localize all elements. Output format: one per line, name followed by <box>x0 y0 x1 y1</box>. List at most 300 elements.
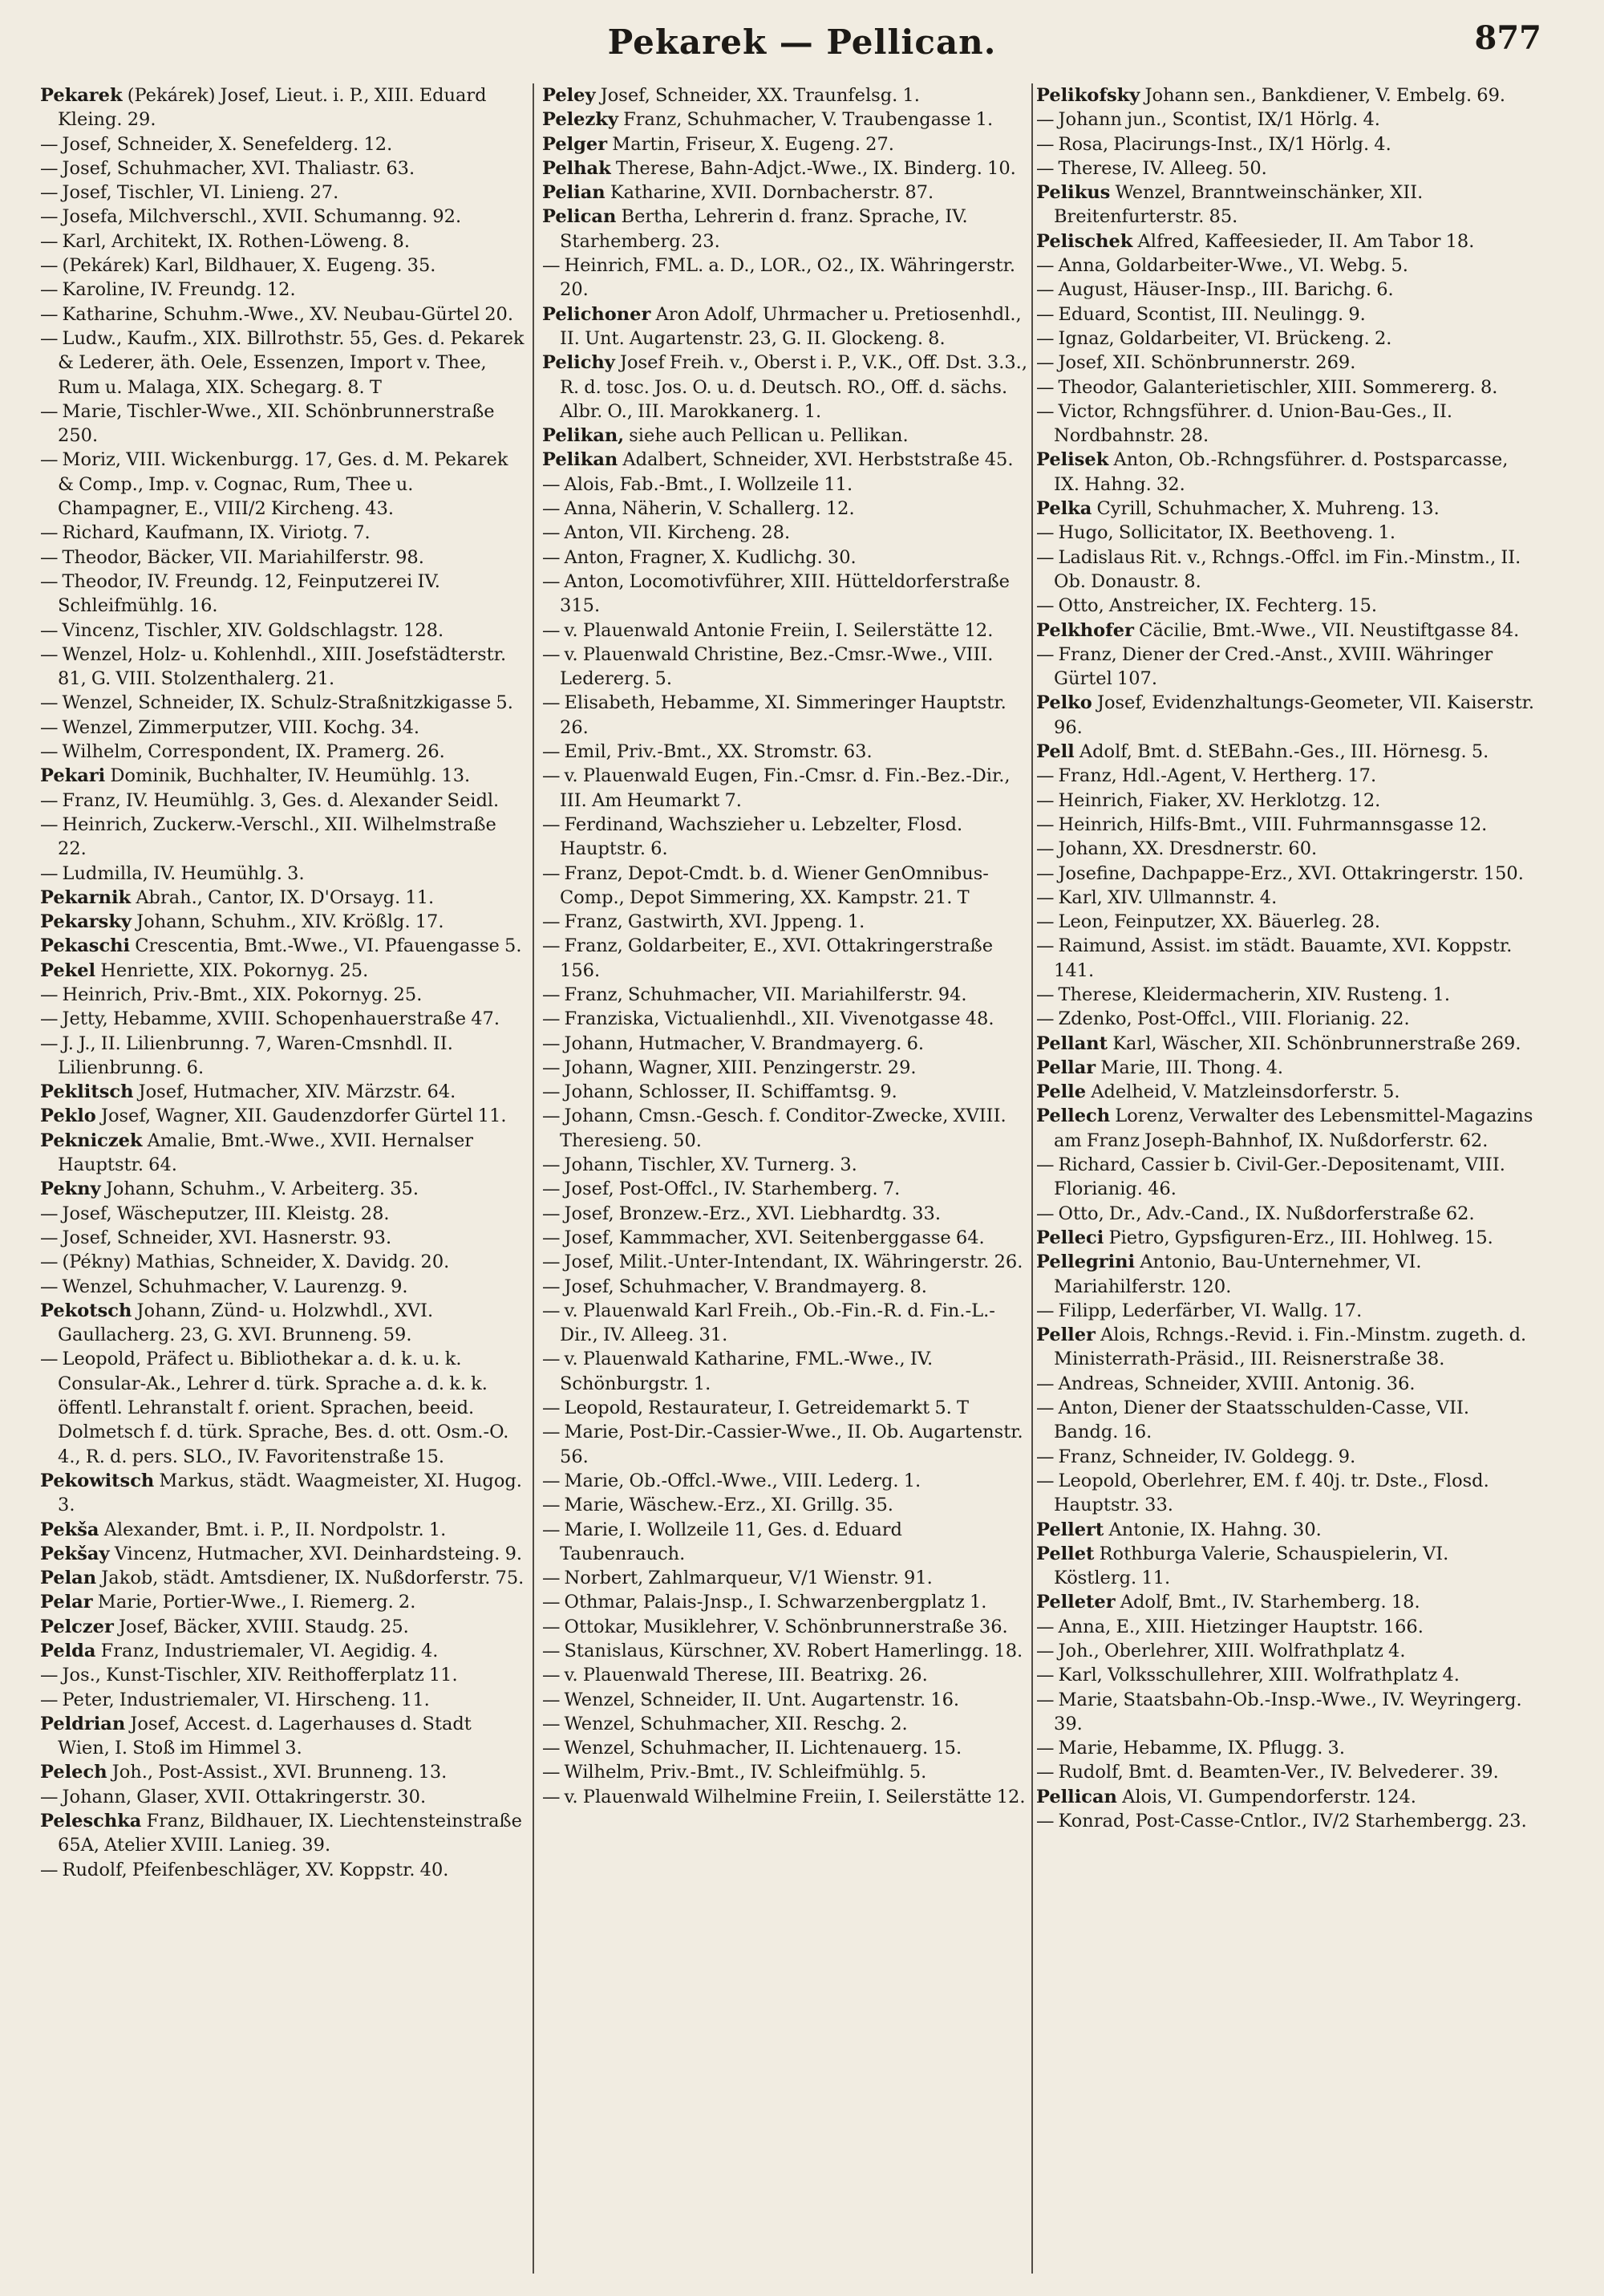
directory-entry <box>1036 132 1535 156</box>
repeat-dash: — <box>542 1762 561 1783</box>
entry-surname: Pelichoner <box>542 303 651 325</box>
repeat-dash: — <box>40 716 59 738</box>
entry-surname: Pelhak <box>542 157 611 179</box>
directory-entry <box>40 1663 526 1687</box>
repeat-dash: — <box>542 813 561 835</box>
directory-entry <box>1036 400 1535 448</box>
entry-text: Adalbert, Schneider, XVI. Herbststraße 45. <box>622 449 1014 471</box>
entry-text: Johann, Schlosser, II. Schiffamtsg. 9. <box>564 1081 897 1103</box>
entry-text: Marie, Post-Dir.-Cassier-Wwe., II. Ob. Augartenstr. 56. <box>560 1422 1023 1467</box>
entry-text: Therese, Bahn-Adjct.-Wwe., IX. Binderg. 10. <box>615 157 1016 179</box>
repeat-dash: — <box>40 1032 59 1054</box>
entry-text: Alois, Fab.-Bmt., I. Wollzeile 11. <box>564 473 853 495</box>
entry-surname: Pekniczek <box>40 1130 143 1151</box>
entry-text: siehe auch Pellican u. Pellikan. <box>629 425 909 447</box>
directory-entry <box>40 546 526 570</box>
entry-surname: Pelle <box>1036 1081 1087 1103</box>
directory-entry <box>1036 1760 1535 1784</box>
entry-text: Alois, Rchngs.-Revid. i. Fin.-Minstm. zugeth. d. Ministerrath-Präsid., III. Reisnerstraße 38. <box>1054 1324 1527 1370</box>
directory-entry <box>40 181 526 205</box>
entry-surname: Pekny <box>40 1178 101 1200</box>
entry-text: Aron Adolf, Uhrmacher u. Pretiosenhdl., II. Unt. Augartenstr. 23, G. II. Glockeng. 8. <box>560 303 1022 349</box>
directory-entry <box>40 1177 526 1201</box>
entry-surname: Pelan <box>40 1568 97 1589</box>
entry-surname: Pekel <box>40 959 96 981</box>
entry-text: Zdenko, Post-Offcl., VIII. Florianig. 22. <box>1058 1008 1410 1030</box>
entry-text: Johann, Schuhm., XIV. Krößlg. 17. <box>136 911 444 933</box>
repeat-dash: — <box>40 1227 59 1248</box>
directory-entry <box>542 448 1028 472</box>
entry-text: Wenzel, Schneider, II. Unt. Augartenstr. 16. <box>564 1689 960 1710</box>
directory-entry <box>40 789 526 813</box>
directory-entry <box>542 1469 1028 1493</box>
entry-text: Heinrich, Priv.-Bmt., XIX. Pokornyg. 25. <box>62 984 423 1005</box>
directory-entry <box>1036 691 1535 740</box>
directory-entry <box>40 1299 526 1348</box>
entry-surname: Pekarek <box>40 85 123 106</box>
entry-text: Anton, Diener der Staatsschulden-Casse, VII. Bandg. 16. <box>1054 1397 1470 1443</box>
entry-text: Victor, Rchngsführer. d. Union-Bau-Ges., II. Nordbahnstr. 28. <box>1054 400 1453 447</box>
entry-text: Johann, Tischler, XV. Turnerg. 3. <box>564 1154 857 1176</box>
entry-surname: Pekotsch <box>40 1300 132 1321</box>
repeat-dash: — <box>1036 1689 1055 1710</box>
entry-surname: Pelikan <box>542 449 618 471</box>
entry-text: Franz, Depot-Cmdt. b. d. Wiener GenOmnibus-Comp., Depot Simmering, XX. Kampstr. 21. T <box>560 862 989 908</box>
repeat-dash: — <box>1036 1762 1055 1783</box>
directory-entry <box>542 181 1028 205</box>
entry-text: Antonio, Bau-Unternehmer, VI. Mariahilferstr. 120. <box>1054 1251 1422 1297</box>
entry-text: Josef, Bäcker, XVIII. Staudg. 25. <box>118 1616 409 1637</box>
entry-text: Franz, Industriemaler, VI. Aegidig. 4. <box>100 1641 439 1661</box>
entry-surname: Peklo <box>40 1105 96 1127</box>
entry-text: Wenzel, Zimmerputzer, VIII. Kochg. 34. <box>62 716 420 738</box>
page-header <box>0 11 1604 67</box>
directory-entry <box>1036 1104 1535 1153</box>
directory-entry <box>40 862 526 886</box>
entry-text: Josef, Schneider, X. Senefelderg. 12. <box>62 133 393 155</box>
entry-text: Leopold, Restaurateur, I. Getreidemarkt 5. T <box>564 1397 969 1419</box>
directory-entry <box>542 132 1028 156</box>
directory-entry <box>542 1396 1028 1420</box>
repeat-dash: — <box>40 1008 59 1030</box>
entry-text: Stanislaus, Kürschner, XV. Robert Hamerlingg. 18. <box>564 1641 1023 1661</box>
directory-entry <box>40 156 526 181</box>
repeat-dash: — <box>1036 157 1055 179</box>
directory-entry <box>542 1153 1028 1177</box>
repeat-dash: — <box>1036 1665 1055 1686</box>
directory-entry <box>1036 302 1535 327</box>
entry-text: Marie, III. Thong. 4. <box>1100 1057 1284 1078</box>
entry-text: Othmar, Palais-Jnsp., I. Schwarzenbergplatz 1. <box>564 1592 987 1613</box>
entry-text: v. Plauenwald Therese, III. Beatrixg. 26. <box>564 1665 928 1686</box>
directory-entry <box>1036 594 1535 618</box>
entry-text: (Pékny) Mathias, Schneider, X. Davidg. 20. <box>62 1251 450 1273</box>
directory-entry <box>40 983 526 1007</box>
directory-entry <box>542 1785 1028 1809</box>
directory-entry <box>542 1299 1028 1348</box>
entry-text: Andreas, Schneider, XVIII. Antonig. 36. <box>1058 1373 1416 1394</box>
repeat-dash: — <box>542 546 561 568</box>
directory-entry <box>1036 1542 1535 1591</box>
repeat-dash: — <box>542 1616 561 1637</box>
directory-entry <box>542 1590 1028 1614</box>
directory-entry <box>40 205 526 229</box>
directory-entry <box>1036 1372 1535 1396</box>
directory-entry <box>542 1518 1028 1567</box>
entry-text: Raimund, Assist. im städt. Bauamte, XVI. Koppstr. 141. <box>1054 935 1513 981</box>
repeat-dash: — <box>1036 546 1055 568</box>
repeat-dash: — <box>40 1859 59 1880</box>
directory-entry <box>40 1858 526 1882</box>
directory-entry <box>40 1590 526 1614</box>
repeat-dash: — <box>40 449 59 471</box>
entry-text: Amalie, Bmt.-Wwe., XVII. Hernalser Hauptstr. 64. <box>58 1130 474 1176</box>
directory-entry <box>40 278 526 302</box>
entry-text: Johann, Zünd- u. Holzwhdl., XVI. Gaullacherg. 23, G. XVI. Brunneng. 59. <box>58 1300 434 1346</box>
entry-text: Bertha, Lehrerin d. franz. Sprache, IV. Starhemberg. 23. <box>560 206 968 252</box>
entry-text: Adolf, Bmt. d. StEBahn.-Ges., III. Hörnesg. 5. <box>1079 741 1489 763</box>
entry-surname: Pell <box>1036 741 1075 763</box>
directory-entry <box>40 1639 526 1663</box>
entry-text: Emil, Priv.-Bmt., XX. Stromstr. 63. <box>564 741 873 763</box>
repeat-dash: — <box>542 1349 561 1370</box>
repeat-dash: — <box>1036 1154 1055 1176</box>
directory-entry <box>1036 1080 1535 1104</box>
repeat-dash: — <box>542 1470 561 1491</box>
entry-surname: Pekšay <box>40 1543 110 1564</box>
repeat-dash: — <box>1036 400 1055 422</box>
repeat-dash: — <box>40 157 59 179</box>
entry-text: Joh., Post-Assist., XVI. Brunneng. 13. <box>111 1762 448 1783</box>
entry-text: Karl, Volksschullehrer, XIII. Wolfrathplatz 4. <box>1058 1665 1460 1686</box>
entry-text: Jetty, Hebamme, XVIII. Schopenhauerstraße 47. <box>62 1008 500 1030</box>
directory-entry <box>40 886 526 910</box>
directory-entry <box>40 1542 526 1566</box>
directory-entry <box>542 1056 1028 1080</box>
entry-surname: Pelian <box>542 182 606 204</box>
directory-entry <box>40 813 526 862</box>
repeat-dash: — <box>542 1592 561 1613</box>
entry-surname: Peleschka <box>40 1811 142 1832</box>
entry-text: August, Häuser-Insp., III. Barichg. 6. <box>1058 279 1394 301</box>
entry-surname: Pelech <box>40 1762 107 1783</box>
entry-text: Jos., Kunst-Tischler, XIV. Reithofferplatz 11. <box>62 1665 458 1686</box>
directory-entry <box>40 1129 526 1178</box>
entry-surname: Pellegrini <box>1036 1251 1136 1273</box>
entry-text: Wenzel, Holz- u. Kohlenhdl., XIII. Josefstädterstr. 81, G. VIII. Stolzenthalerg. 21. <box>58 643 507 690</box>
repeat-dash: — <box>542 1738 561 1759</box>
directory-entry <box>542 1712 1028 1736</box>
repeat-dash: — <box>40 789 59 811</box>
entry-text: Rudolf, Bmt. d. Beamten-Ver., IV. Belvederег. 39. <box>1058 1762 1499 1783</box>
entry-text: Theodor, Galanterietischler, XIII. Sommererg. 8. <box>1058 376 1498 398</box>
entry-text: Vincenz, Tischler, XIV. Goldschlagstr. 128. <box>62 619 444 641</box>
repeat-dash: — <box>40 1786 59 1807</box>
directory-entry <box>542 1760 1028 1784</box>
entry-text: J. J., II. Lilienbrunng. 7, Waren-Cmsnhdl. II. Lilienbrunng. 6. <box>58 1032 453 1078</box>
entry-text: Otto, Anstreicher, IX. Fechterg. 15. <box>1058 595 1378 617</box>
directory-entry <box>40 570 526 619</box>
entry-text: Leopold, Präfect u. Bibliothekar a. d. k. u. k. Consular-Ak., Lehrer d. türk. Sprache a. d. k. k. öffentl. Lehranstalt f. orient. Sprachen, beeid. Dolmetsch f. d. türk. Sprache, Bes. d. ott. Osm.-O. 4., R. d. pers. SLO., IV. Favoritenstraße 15. <box>58 1349 509 1467</box>
directory-entry <box>1036 1007 1535 1031</box>
entry-text: Josef, Kammmacher, XVI. Seitenberggasse 64. <box>564 1227 985 1248</box>
repeat-dash: — <box>542 741 561 763</box>
directory-entry <box>1036 1299 1535 1323</box>
repeat-dash: — <box>40 1665 59 1686</box>
entry-text: Josef, XII. Schönbrunnerstr. 269. <box>1058 352 1356 374</box>
entry-text: Alfred, Kaffeesieder, II. Am Tabor 18. <box>1137 230 1475 252</box>
entry-text: Dominik, Buchhalter, IV. Heumühlg. 13. <box>110 765 471 787</box>
repeat-dash: — <box>542 1568 561 1589</box>
directory-entry <box>1036 1663 1535 1687</box>
entry-text: Elisabeth, Hebamme, XI. Simmeringer Hauptstr. 26. <box>560 692 1007 738</box>
entry-text: Karl, Wäscher, XII. Schönbrunnerstraße 269. <box>1112 1032 1521 1054</box>
repeat-dash: — <box>1036 352 1055 374</box>
entry-text: Heinrich, Fiaker, XV. Herklotzg. 12. <box>1058 789 1381 811</box>
repeat-dash: — <box>1036 789 1055 811</box>
entry-text: Franz, Schuhmacher, V. Traubengasse 1. <box>623 109 994 131</box>
entry-text: Jakob, städt. Amtsdiener, IX. Nußdorferstr. 75. <box>101 1568 525 1589</box>
directory-entry <box>1036 1639 1535 1663</box>
directory-entry <box>542 1104 1028 1153</box>
entry-text: Anna, E., XIII. Hietzinger Hauptstr. 166. <box>1058 1616 1424 1637</box>
repeat-dash: — <box>40 741 59 763</box>
repeat-dash: — <box>1036 862 1055 884</box>
entry-text: Franz, Diener der Cred.-Anst., XVIII. Währinger Gürtel 107. <box>1054 643 1493 690</box>
directory-entry <box>1036 1615 1535 1639</box>
entry-text: Josef, Accest. d. Lagerhauses d. Stadt Wien, I. Stoß im Himmel 3. <box>58 1713 472 1759</box>
directory-entry <box>40 1032 526 1081</box>
directory-entry <box>1036 1032 1535 1056</box>
entry-text: Cyrill, Schuhmacher, X. Muhreng. 13. <box>1096 498 1440 520</box>
repeat-dash: — <box>40 1276 59 1297</box>
column-divider <box>1031 83 1033 2274</box>
entry-text: Moriz, VIII. Wickenburgg. 17, Ges. d. M. Pekarek & Comp., Imp. v. Cognac, Rum, Thee u. Champagner, E., VIII/2 Kircheng. 43. <box>58 449 508 520</box>
repeat-dash: — <box>40 1203 59 1224</box>
directory-entry <box>40 448 526 521</box>
entry-text: Marie, Tischler-Wwe., XII. Schönbrunnerstraße 250. <box>58 400 495 447</box>
directory-entry <box>542 1347 1028 1396</box>
repeat-dash: — <box>542 1689 561 1710</box>
entry-text: Ludw., Kaufm., XIX. Billrothstr. 55, Ges. d. Pekarek & Lederer, äth. Oele, Essenzen, Import v. Thee, Rum u. Malaga, XIX. Schegarg. 8. T <box>58 327 525 398</box>
repeat-dash: — <box>1036 303 1055 325</box>
directory-entry <box>40 83 526 132</box>
repeat-dash: — <box>1036 1397 1055 1419</box>
entry-text: Adelheid, V. Matzleinsdorferstr. 5. <box>1091 1081 1400 1103</box>
repeat-dash: — <box>542 1057 561 1078</box>
entry-surname: Pekša <box>40 1519 99 1540</box>
repeat-dash: — <box>542 522 561 544</box>
repeat-dash: — <box>542 1105 561 1127</box>
directory-entry <box>1036 1226 1535 1250</box>
entry-surname: Pekaschi <box>40 935 131 957</box>
column-divider <box>533 83 534 2274</box>
repeat-dash: — <box>542 1227 561 1248</box>
directory-entry <box>40 1469 526 1518</box>
directory-entry <box>542 764 1028 813</box>
directory-entry <box>1036 1590 1535 1614</box>
entry-text: Franz, Schuhmacher, VII. Mariahilferstr. 94. <box>564 984 967 1005</box>
directory-entry <box>1036 1688 1535 1737</box>
repeat-dash: — <box>40 862 59 884</box>
entry-text: Theodor, Bäcker, VII. Mariahilferstr. 98. <box>62 546 424 568</box>
entry-text: Martin, Friseur, X. Eugeng. 27. <box>612 133 894 155</box>
directory-entry <box>542 424 1028 448</box>
repeat-dash: — <box>40 692 59 714</box>
repeat-dash: — <box>40 182 59 204</box>
repeat-dash: — <box>542 1251 561 1273</box>
directory-entry <box>1036 521 1535 545</box>
directory-entry <box>40 254 526 278</box>
repeat-dash: — <box>40 327 59 349</box>
entry-text: Josefa, Milchverschl., XVII. Schumanng. 92. <box>62 206 462 228</box>
page-number: 877 <box>1474 19 1541 57</box>
repeat-dash: — <box>542 1519 561 1540</box>
directory-entry <box>542 497 1028 521</box>
directory-entry <box>1036 934 1535 983</box>
repeat-dash: — <box>1036 643 1055 665</box>
entry-text: Josef, Milit.-Unter-Intendant, IX. Währingerstr. 26. <box>564 1251 1023 1273</box>
entry-text: Johann jun., Scontist, IX/1 Hörlg. 4. <box>1058 109 1380 131</box>
directory-entry <box>542 156 1028 181</box>
entry-text: Otto, Dr., Adv.-Cand., IX. Nußdorferstraße 62. <box>1058 1203 1475 1224</box>
repeat-dash: — <box>1036 522 1055 544</box>
entry-text: Franz, Gastwirth, XVI. Jppeng. 1. <box>564 911 865 933</box>
entry-text: Marie, Portier-Wwe., I. Riemerg. 2. <box>97 1592 416 1613</box>
directory-entry <box>1036 156 1535 181</box>
directory-entry <box>542 1639 1028 1663</box>
directory-entry <box>542 1736 1028 1760</box>
repeat-dash: — <box>40 546 59 568</box>
entry-text: v. Plauenwald Karl Freih., Ob.-Fin.-R. d. Fin.-L.-Dir., IV. Alleeg. 31. <box>560 1300 995 1346</box>
entry-surname: Pelischek <box>1036 230 1133 252</box>
entry-text: Katharine, XVII. Dornbacherstr. 87. <box>610 182 934 204</box>
entry-text: Antonie, IX. Hahng. 30. <box>1108 1519 1322 1540</box>
entry-text: Franz, Bildhauer, IX. Liechtensteinstraße 65A, Atelier XVIII. Lanieg. 39. <box>58 1811 522 1856</box>
repeat-dash: — <box>542 911 561 933</box>
page-title: Pekarek — Pellican. <box>607 22 997 62</box>
entry-text: Franz, Hdl.-Agent, V. Hertherg. 17. <box>1058 765 1377 787</box>
entry-surname: Pelichy <box>542 352 615 374</box>
repeat-dash: — <box>542 473 561 495</box>
entry-text: Konrad, Post-Casse-Cntlor., IV/2 Starhembergg. 23. <box>1058 1811 1527 1832</box>
directory-entry <box>1036 254 1535 278</box>
repeat-dash: — <box>542 1786 561 1807</box>
repeat-dash: — <box>1036 133 1055 155</box>
entry-text: Franz, Goldarbeiter, E., XVI. Ottakringerstraße 156. <box>560 935 994 981</box>
entry-text: Johann, Schuhm., V. Arbeiterg. 35. <box>105 1178 419 1200</box>
directory-entry <box>542 1226 1028 1250</box>
directory-entry <box>40 1615 526 1639</box>
directory-entry <box>1036 1518 1535 1542</box>
directory-entry <box>40 1104 526 1128</box>
directory-entry <box>542 1007 1028 1031</box>
directory-entry <box>1036 910 1535 934</box>
directory-entry <box>1036 1202 1535 1226</box>
entry-text: Ladislaus Rit. v., Rchngs.-Offcl. im Fin.-Minstm., II. Ob. Donaustr. 8. <box>1054 546 1521 592</box>
entry-text: Karl, XIV. Ullmannstr. 4. <box>1058 886 1278 908</box>
directory-entry <box>1036 1056 1535 1080</box>
entry-text: v. Plauenwald Christine, Bez.-Cmsr.-Wwe., VIII. Ledererg. 5. <box>560 643 994 690</box>
directory-entry <box>542 570 1028 619</box>
repeat-dash: — <box>542 984 561 1005</box>
directory-entry <box>40 327 526 400</box>
directory-entry <box>542 1177 1028 1201</box>
directory-entry <box>542 1615 1028 1639</box>
repeat-dash: — <box>542 1008 561 1030</box>
directory-entry <box>1036 83 1535 107</box>
entry-text: Josef, Post-Offcl., IV. Starhemberg. 7. <box>564 1178 901 1200</box>
directory-entry <box>542 740 1028 764</box>
column-2 <box>542 83 1028 2282</box>
directory-entry <box>1036 375 1535 400</box>
directory-entry <box>1036 1153 1535 1202</box>
repeat-dash: — <box>40 1689 59 1710</box>
entry-text: Anna, Goldarbeiter-Wwe., VI. Webg. 5. <box>1058 255 1408 277</box>
directory-entry <box>1036 1809 1535 1833</box>
entry-text: Pietro, Gypsfiguren-Erz., III. Hohlweg. 15. <box>1108 1227 1493 1248</box>
entry-text: Therese, IV. Alleeg. 50. <box>1058 157 1267 179</box>
repeat-dash: — <box>542 1397 561 1419</box>
directory-entry <box>1036 546 1535 594</box>
entry-surname: Peley <box>542 85 596 106</box>
repeat-dash: — <box>1036 1203 1055 1224</box>
directory-entry <box>1036 619 1535 643</box>
directory-entry <box>542 1688 1028 1712</box>
entry-text: v. Plauenwald Antonie Freiin, I. Seilerstätte 12. <box>564 619 994 641</box>
directory-entry <box>40 1518 526 1542</box>
directory-entry <box>40 1275 526 1299</box>
repeat-dash: — <box>40 984 59 1005</box>
directory-entry <box>40 1785 526 1809</box>
directory-entry <box>40 1760 526 1784</box>
repeat-dash: — <box>1036 838 1055 860</box>
repeat-dash: — <box>40 206 59 228</box>
entry-text: Therese, Kleidermacherin, XIV. Rusteng. 1. <box>1058 984 1450 1005</box>
directory-entry <box>1036 862 1535 886</box>
entry-text: Marie, Ob.-Offcl.-Wwe., VIII. Lederg. 1. <box>564 1470 921 1491</box>
entry-text: Wilhelm, Priv.-Bmt., IV. Schleifmühlg. 5. <box>564 1762 927 1783</box>
repeat-dash: — <box>542 692 561 714</box>
directory-entry <box>40 302 526 327</box>
entry-surname: Pekarnik <box>40 886 132 908</box>
directory-entry <box>40 1688 526 1712</box>
entry-text: Marie, Wäschew.-Erz., XI. Grillg. 35. <box>564 1495 893 1516</box>
repeat-dash: — <box>542 862 561 884</box>
directory-entry <box>40 1712 526 1761</box>
directory-entry <box>542 1566 1028 1590</box>
directory-entry <box>40 1080 526 1104</box>
directory-entry <box>542 691 1028 740</box>
repeat-dash: — <box>1036 1470 1055 1491</box>
directory-entry <box>1036 327 1535 351</box>
repeat-dash: — <box>1036 109 1055 131</box>
directory-entry <box>542 83 1028 107</box>
entry-text: Anton, VII. Kircheng. 28. <box>564 522 791 544</box>
entry-text: Johann, Cmsn.-Gesch. f. Conditor-Zwecke, XVIII. Theresieng. 50. <box>560 1105 1007 1151</box>
entry-text: Wenzel, Schuhmacher, XII. Reschg. 2. <box>564 1713 908 1734</box>
entry-text: Wenzel, Schneider, IX. Schulz-Straßnitzkigasse 5. <box>62 692 513 714</box>
directory-entry <box>1036 886 1535 910</box>
entry-text: Josef, Wäscheputzer, III. Kleistg. 28. <box>62 1203 390 1224</box>
entry-surname: Pekarsky <box>40 911 132 933</box>
entry-text: Ferdinand, Wachszieher u. Lebzelter, Flosd. Hauptstr. 6. <box>560 813 963 860</box>
entry-text: Marie, Staatsbahn-Ob.-Insp.-Wwe., IV. Weyringerg. 39. <box>1054 1689 1522 1734</box>
entry-surname: Pelikofsky <box>1036 85 1140 106</box>
entry-text: Anton, Locomotivführer, XIII. Hütteldorferstraße 315. <box>560 570 1010 617</box>
repeat-dash: — <box>1036 1446 1055 1467</box>
entry-surname: Pelkhofer <box>1036 619 1134 641</box>
